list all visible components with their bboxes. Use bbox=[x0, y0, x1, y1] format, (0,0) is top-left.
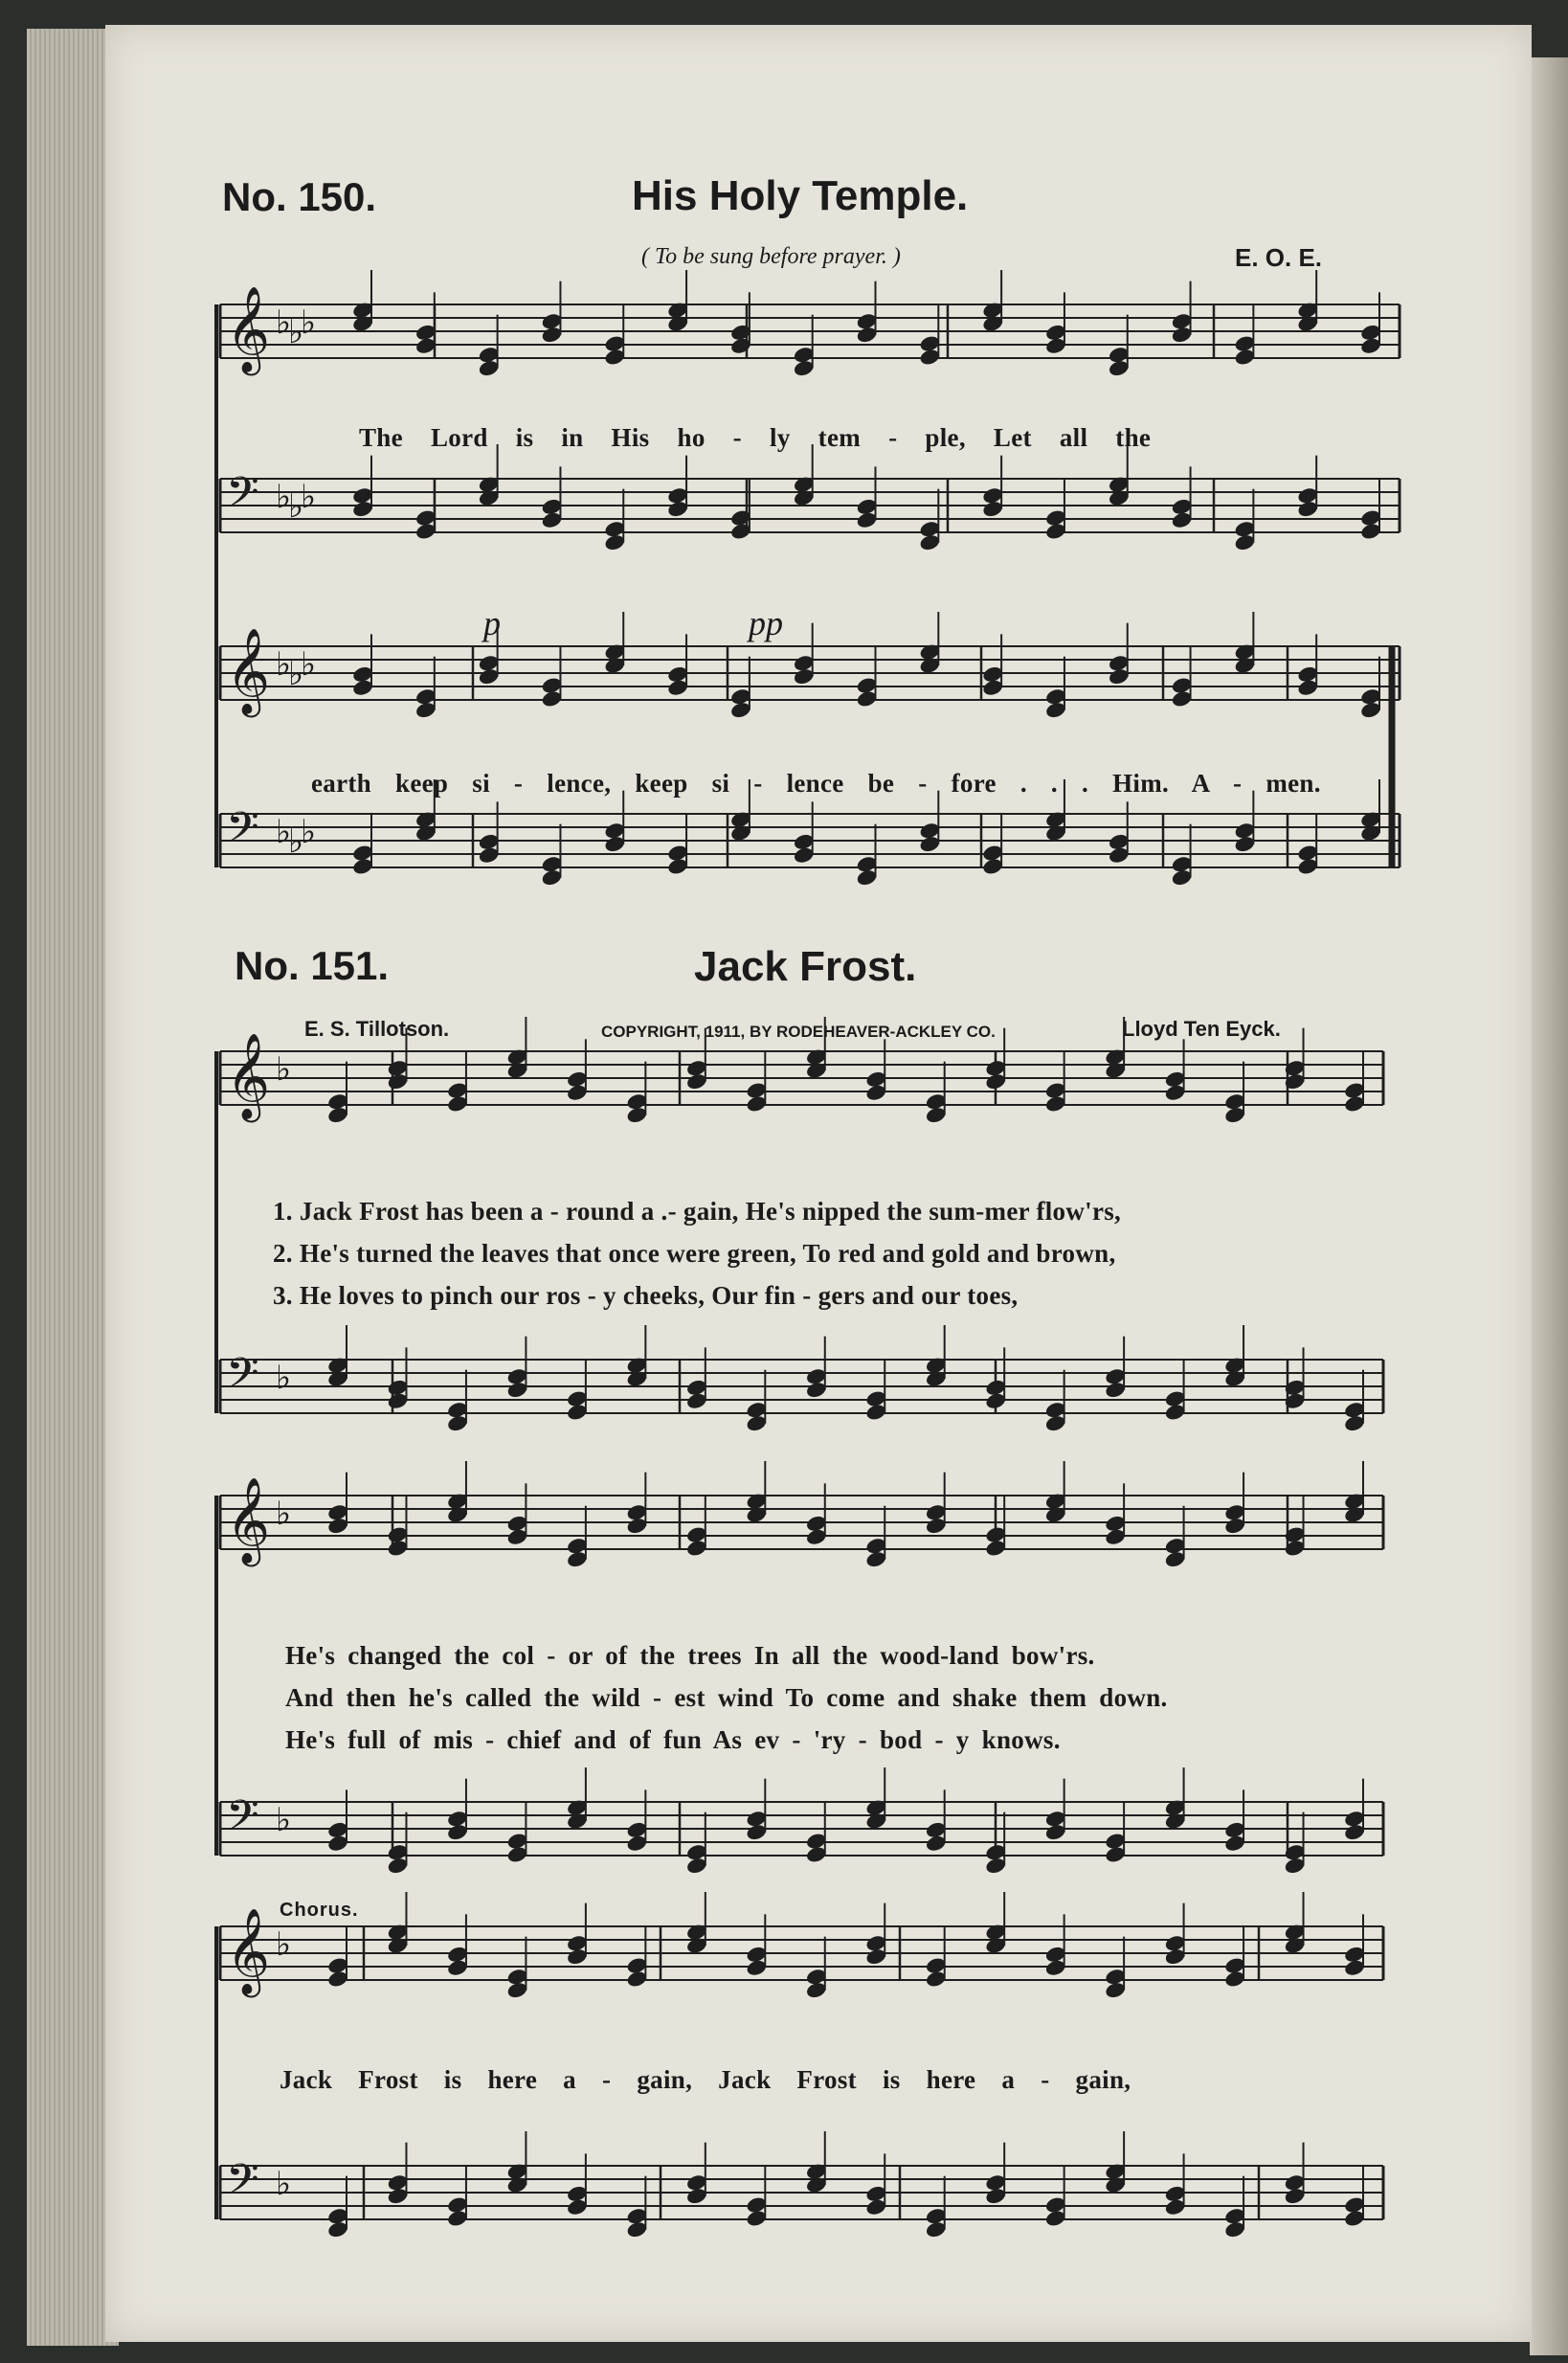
lyrics-line: earth keep si - lence, keep si - lence be - fore . . . Him. A - men. bbox=[311, 769, 1321, 798]
flat-sign: ♭ bbox=[276, 1925, 292, 1964]
flat-sign: ♭ bbox=[301, 645, 317, 684]
flat-sign: ♭ bbox=[276, 1495, 292, 1533]
flat-sign: ♭ bbox=[276, 2165, 292, 2203]
flat-sign: ♭ bbox=[288, 655, 304, 693]
flat-sign: ♭ bbox=[276, 813, 292, 851]
composer-credit: Lloyd Ten Eyck. bbox=[1122, 1017, 1281, 1041]
hymn-title: Jack Frost. bbox=[694, 943, 917, 990]
flat-sign: ♭ bbox=[288, 822, 304, 861]
flat-sign: ♭ bbox=[276, 1359, 292, 1397]
verse-line: He's full of mis - chief and of fun As ev - 'ry - bod - y knows. bbox=[285, 1725, 1061, 1754]
treble-clef: 𝄞 bbox=[226, 1033, 271, 1119]
chorus-label: Chorus. bbox=[280, 1900, 359, 1921]
verse-line: And then he's called the wild - est wind To come and shake them down. bbox=[285, 1683, 1168, 1712]
dynamic-marking-p: p bbox=[483, 604, 501, 642]
bass-clef: 𝄢 bbox=[226, 2154, 259, 2215]
flat-sign: ♭ bbox=[276, 304, 292, 342]
flat-sign: ♭ bbox=[301, 813, 317, 851]
verse-line: He's changed the col - or of the trees In all the wood-land bow'rs. bbox=[285, 1641, 1095, 1670]
hymn-title: His Holy Temple. bbox=[632, 172, 969, 219]
flat-sign: ♭ bbox=[276, 645, 292, 684]
lyrics-line: The Lord is in His ho - ly tem - ple, Let all the bbox=[359, 423, 1152, 452]
flat-sign: ♭ bbox=[301, 304, 317, 342]
flat-sign: ♭ bbox=[276, 478, 292, 516]
flat-sign: ♭ bbox=[288, 487, 304, 526]
lyricist-credit: E. S. Tillotson. bbox=[304, 1017, 450, 1041]
hymn-number: No. 151. bbox=[235, 943, 390, 988]
hymn-subtitle: ( To be sung before prayer. ) bbox=[641, 244, 901, 269]
dynamic-marking-pp: pp bbox=[749, 604, 783, 642]
flat-sign: ♭ bbox=[301, 478, 317, 516]
flat-sign: ♭ bbox=[276, 1050, 292, 1089]
chorus-lyrics: Jack Frost is here a - gain, Jack Frost is here a - gain, bbox=[280, 2065, 1131, 2094]
bass-clef: 𝄢 bbox=[226, 467, 259, 528]
bass-clef: 𝄢 bbox=[226, 1348, 259, 1408]
verse-line: 1. Jack Frost has been a - round a .- gain, He's nipped the sum-mer flow'rs, bbox=[273, 1197, 1122, 1226]
treble-clef: 𝄞 bbox=[226, 628, 271, 714]
flat-sign: ♭ bbox=[288, 313, 304, 351]
verse-line: 3. He loves to pinch our ros - y cheeks, Our fin - gers and our toes, bbox=[273, 1281, 1019, 1310]
bass-clef: 𝄢 bbox=[226, 1790, 259, 1851]
copyright-notice: COPYRIGHT, 1911, BY RODEHEAVER-ACKLEY CO. bbox=[601, 1023, 996, 1041]
hymn-author: E. O. E. bbox=[1235, 243, 1323, 272]
treble-clef: 𝄞 bbox=[226, 1477, 271, 1564]
hymn-number: No. 150. bbox=[222, 174, 377, 219]
treble-clef: 𝄞 bbox=[226, 286, 271, 372]
bass-clef: 𝄢 bbox=[226, 802, 259, 863]
verse-line: 2. He's turned the leaves that once were green, To red and gold and brown, bbox=[273, 1239, 1116, 1268]
treble-clef: 𝄞 bbox=[226, 1908, 271, 1994]
flat-sign: ♭ bbox=[276, 1801, 292, 1839]
